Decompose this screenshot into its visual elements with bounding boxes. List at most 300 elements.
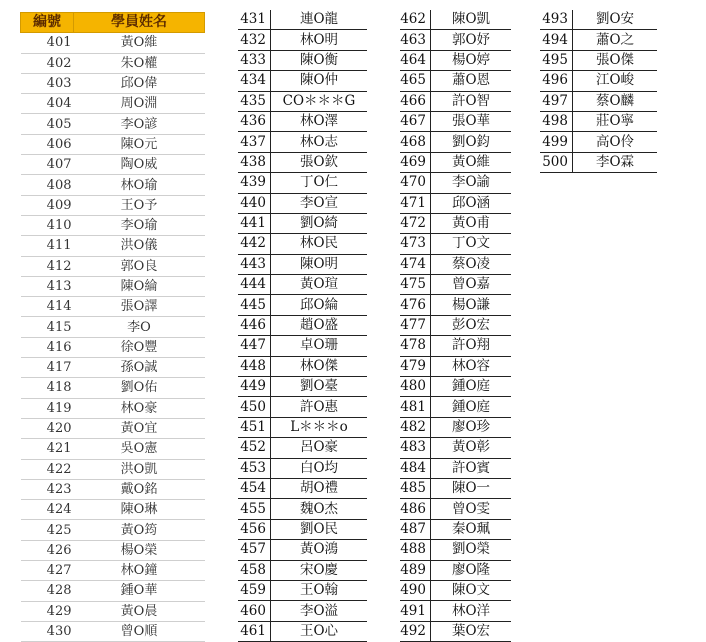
student-name: 王O予 <box>74 195 205 215</box>
table-row <box>400 560 511 580</box>
student-number: 439 <box>238 173 271 193</box>
student-number: 417 <box>21 358 74 378</box>
student-number: 460 <box>238 601 271 621</box>
table-row <box>238 132 367 152</box>
student-name: 趙O盛 <box>271 315 368 335</box>
roster-table-1 <box>20 12 205 642</box>
student-name: 蕭O恩 <box>431 71 512 91</box>
student-number: 461 <box>238 621 271 641</box>
student-number: 450 <box>238 397 271 417</box>
table-row <box>238 30 367 50</box>
table-row <box>400 173 511 193</box>
student-number: 427 <box>21 561 74 581</box>
student-name: 張O華 <box>431 111 512 131</box>
table-row <box>21 297 205 317</box>
table-row <box>400 254 511 274</box>
roster-block-3 <box>400 10 511 642</box>
student-number: 448 <box>238 356 271 376</box>
student-name: 林O鐘 <box>74 561 205 581</box>
student-name: 林O瑜 <box>74 175 205 195</box>
student-number: 464 <box>400 50 431 70</box>
table-row <box>238 336 367 356</box>
student-number: 412 <box>21 256 74 276</box>
table-row <box>400 213 511 233</box>
table-row <box>238 377 367 397</box>
table-row <box>238 519 367 539</box>
student-number: 438 <box>238 152 271 172</box>
table-row <box>400 275 511 295</box>
student-number: 408 <box>21 175 74 195</box>
student-name: 卓O珊 <box>271 336 368 356</box>
student-number: 459 <box>238 580 271 600</box>
student-number: 409 <box>21 195 74 215</box>
table-row <box>540 50 657 70</box>
student-name: 洪O凱 <box>74 459 205 479</box>
table-row <box>238 193 367 213</box>
table-row <box>21 398 205 418</box>
student-name: 丁O文 <box>431 234 512 254</box>
table-row <box>238 356 367 376</box>
table-row <box>400 336 511 356</box>
student-number: 419 <box>21 398 74 418</box>
student-name: 王O翰 <box>271 580 368 600</box>
table-row <box>400 478 511 498</box>
roster-table-4 <box>540 10 657 173</box>
student-number: 467 <box>400 111 431 131</box>
student-name: 張O譯 <box>74 297 205 317</box>
table-row <box>21 53 205 73</box>
table-row <box>540 111 657 131</box>
table-row <box>21 378 205 398</box>
student-number: 489 <box>400 560 431 580</box>
student-name: 陳O琳 <box>74 500 205 520</box>
student-number: 453 <box>238 458 271 478</box>
student-number: 420 <box>21 418 74 438</box>
roster-table-3 <box>400 10 511 642</box>
student-number: 443 <box>238 254 271 274</box>
student-name: 周O淵 <box>74 94 205 114</box>
student-number: 466 <box>400 91 431 111</box>
table-row <box>21 439 205 459</box>
student-number: 452 <box>238 438 271 458</box>
table-row <box>21 155 205 175</box>
student-number: 421 <box>21 439 74 459</box>
student-name: 許O翔 <box>431 336 512 356</box>
student-name: 林O容 <box>431 356 512 376</box>
student-name: 陳O凱 <box>431 10 512 30</box>
student-name: 陳O明 <box>271 254 368 274</box>
student-name: 白O均 <box>271 458 368 478</box>
student-name: 林O傑 <box>271 356 368 376</box>
student-number: 468 <box>400 132 431 152</box>
student-name: 林O豪 <box>74 398 205 418</box>
student-name: 郭O妤 <box>431 30 512 50</box>
student-number: 490 <box>400 580 431 600</box>
student-name: 李O諭 <box>431 173 512 193</box>
table-row <box>540 152 657 172</box>
table-row <box>21 540 205 560</box>
student-number: 431 <box>238 10 271 30</box>
student-number: 479 <box>400 356 431 376</box>
student-number: 424 <box>21 500 74 520</box>
student-name: 李O <box>74 317 205 337</box>
student-name: 曾O嘉 <box>431 275 512 295</box>
student-name: 郭O良 <box>74 256 205 276</box>
table-row <box>21 621 205 641</box>
student-number: 437 <box>238 132 271 152</box>
table-row <box>238 315 367 335</box>
student-number: 433 <box>238 50 271 70</box>
student-name: 宋O慶 <box>271 560 368 580</box>
student-name: 廖O珍 <box>431 417 512 437</box>
table-row <box>540 30 657 50</box>
student-number: 442 <box>238 234 271 254</box>
student-number: 411 <box>21 236 74 256</box>
student-number: 402 <box>21 53 74 73</box>
student-name: 陳O綸 <box>74 276 205 296</box>
table-row <box>400 377 511 397</box>
student-number: 410 <box>21 215 74 235</box>
table-row <box>238 91 367 111</box>
student-name: 林O洋 <box>431 601 512 621</box>
student-name: 連O龍 <box>271 10 368 30</box>
student-name: 黃O宜 <box>74 418 205 438</box>
table-row <box>400 458 511 478</box>
student-name: 陳O仲 <box>271 71 368 91</box>
student-name: 蕭O之 <box>573 30 658 50</box>
table-row <box>238 254 367 274</box>
student-number: 422 <box>21 459 74 479</box>
student-name: 吳O憲 <box>74 439 205 459</box>
student-number: 425 <box>21 520 74 540</box>
student-number: 406 <box>21 134 74 154</box>
table-row <box>400 580 511 600</box>
student-number: 485 <box>400 478 431 498</box>
student-name: 朱O權 <box>74 53 205 73</box>
student-number: 494 <box>540 30 573 50</box>
student-number: 477 <box>400 315 431 335</box>
student-name: 劉O鈞 <box>431 132 512 152</box>
student-number: 495 <box>540 50 573 70</box>
student-number: 418 <box>21 378 74 398</box>
student-number: 475 <box>400 275 431 295</box>
student-number: 483 <box>400 438 431 458</box>
student-number: 465 <box>400 71 431 91</box>
student-name: 曾O順 <box>74 621 205 641</box>
table-row <box>238 499 367 519</box>
student-number: 404 <box>21 94 74 114</box>
student-number: 480 <box>400 377 431 397</box>
student-name: 胡O禮 <box>271 478 368 498</box>
table-row <box>400 111 511 131</box>
student-name: 江O峻 <box>573 71 658 91</box>
name-header: 學員姓名 <box>74 13 205 33</box>
student-number: 415 <box>21 317 74 337</box>
student-number: 451 <box>238 417 271 437</box>
student-number: 414 <box>21 297 74 317</box>
table-row <box>21 479 205 499</box>
table-row <box>238 580 367 600</box>
table-row <box>238 397 367 417</box>
student-name: 李O霖 <box>573 152 658 172</box>
student-number: 435 <box>238 91 271 111</box>
student-name: 李O宣 <box>271 193 368 213</box>
table-row <box>21 317 205 337</box>
student-name: 鍾O庭 <box>431 377 512 397</box>
student-number: 405 <box>21 114 74 134</box>
student-number: 500 <box>540 152 573 172</box>
roster-block-4 <box>540 10 657 173</box>
student-name: 楊O謙 <box>431 295 512 315</box>
table-row <box>238 438 367 458</box>
table-row <box>238 234 367 254</box>
table-row <box>400 132 511 152</box>
student-name: CO＊＊＊G <box>271 91 368 111</box>
student-name: 彭O宏 <box>431 315 512 335</box>
student-number: 469 <box>400 152 431 172</box>
table-row <box>400 234 511 254</box>
student-name: 陳O元 <box>74 134 205 154</box>
student-name: 林O民 <box>271 234 368 254</box>
table-row <box>238 621 367 641</box>
table-row <box>400 193 511 213</box>
student-number: 407 <box>21 155 74 175</box>
table-row <box>400 30 511 50</box>
student-name: 劉O綺 <box>271 213 368 233</box>
student-name: 楊O榮 <box>74 540 205 560</box>
student-name: 邱O偉 <box>74 73 205 93</box>
student-number: 499 <box>540 132 573 152</box>
table-row <box>21 459 205 479</box>
student-number: 434 <box>238 71 271 91</box>
table-row <box>400 519 511 539</box>
student-name: 林O志 <box>271 132 368 152</box>
table-row <box>21 337 205 357</box>
student-number: 462 <box>400 10 431 30</box>
student-number: 430 <box>21 621 74 641</box>
student-name: 許O惠 <box>271 397 368 417</box>
student-name: 邱O涵 <box>431 193 512 213</box>
student-number: 441 <box>238 213 271 233</box>
student-number: 457 <box>238 540 271 560</box>
student-number: 470 <box>400 173 431 193</box>
table-row <box>540 10 657 30</box>
student-number: 484 <box>400 458 431 478</box>
table-row <box>238 601 367 621</box>
student-number: 498 <box>540 111 573 131</box>
student-number: 471 <box>400 193 431 213</box>
table-row <box>21 134 205 154</box>
table-row <box>21 500 205 520</box>
student-name: 張O傑 <box>573 50 658 70</box>
student-name: 丁O仁 <box>271 173 368 193</box>
table-row <box>400 295 511 315</box>
table-row <box>400 438 511 458</box>
table-row <box>400 50 511 70</box>
student-name: 廖O隆 <box>431 560 512 580</box>
table-row <box>21 276 205 296</box>
student-number: 413 <box>21 276 74 296</box>
header-row <box>21 13 205 33</box>
table-row <box>21 601 205 621</box>
roster-table-2 <box>238 10 367 642</box>
student-name: 魏O杰 <box>271 499 368 519</box>
student-number: 447 <box>238 336 271 356</box>
student-name: 戴O銘 <box>74 479 205 499</box>
student-number: 476 <box>400 295 431 315</box>
table-row <box>400 417 511 437</box>
student-name: 劉O佑 <box>74 378 205 398</box>
student-name: 楊O婷 <box>431 50 512 70</box>
student-number: 426 <box>21 540 74 560</box>
student-number: 474 <box>400 254 431 274</box>
student-name: 高O伶 <box>573 132 658 152</box>
student-name: 劉O安 <box>573 10 658 30</box>
student-name: 黃O維 <box>431 152 512 172</box>
student-number: 497 <box>540 91 573 111</box>
student-name: 鍾O華 <box>74 581 205 601</box>
student-number: 449 <box>238 377 271 397</box>
student-number: 436 <box>238 111 271 131</box>
table-row <box>238 50 367 70</box>
table-row <box>21 114 205 134</box>
table-row <box>21 175 205 195</box>
table-row <box>400 71 511 91</box>
student-number: 458 <box>238 560 271 580</box>
student-number: 496 <box>540 71 573 91</box>
student-name: 呂O豪 <box>271 438 368 458</box>
student-name: 黃O彰 <box>431 438 512 458</box>
student-name: 黃O筠 <box>74 520 205 540</box>
table-row <box>400 540 511 560</box>
student-name: 陳O文 <box>431 580 512 600</box>
student-name: 黃O維 <box>74 33 205 53</box>
student-name: 劉O臺 <box>271 377 368 397</box>
table-row <box>540 132 657 152</box>
student-name: 黃O瑄 <box>271 275 368 295</box>
student-name: 黃O甫 <box>431 213 512 233</box>
student-name: 張O欽 <box>271 152 368 172</box>
roster-block-2 <box>238 10 367 642</box>
student-number: 463 <box>400 30 431 50</box>
student-name: 陶O威 <box>74 155 205 175</box>
student-name: 徐O豐 <box>74 337 205 357</box>
table-row <box>400 601 511 621</box>
table-row <box>400 315 511 335</box>
table-row <box>21 33 205 53</box>
student-name: 李O諺 <box>74 114 205 134</box>
roster-block-1 <box>20 12 205 642</box>
student-name: 陳O一 <box>431 478 512 498</box>
student-number: 401 <box>21 33 74 53</box>
student-name: 黃O晨 <box>74 601 205 621</box>
student-number: 445 <box>238 295 271 315</box>
student-name: 劉O榮 <box>431 540 512 560</box>
student-name: 洪O儀 <box>74 236 205 256</box>
student-name: 蔡O麟 <box>573 91 658 111</box>
student-name: 邱O綸 <box>271 295 368 315</box>
student-name: 莊O寧 <box>573 111 658 131</box>
table-row <box>540 71 657 91</box>
table-row <box>540 91 657 111</box>
student-name: 葉O宏 <box>431 621 512 641</box>
student-name: 林O明 <box>271 30 368 50</box>
table-row <box>21 215 205 235</box>
table-row <box>21 73 205 93</box>
table-row <box>400 91 511 111</box>
table-row <box>238 478 367 498</box>
student-name: 鍾O庭 <box>431 397 512 417</box>
student-number: 481 <box>400 397 431 417</box>
student-number: 472 <box>400 213 431 233</box>
table-row <box>400 499 511 519</box>
student-name: 許O賓 <box>431 458 512 478</box>
student-number: 488 <box>400 540 431 560</box>
student-number: 428 <box>21 581 74 601</box>
student-name: 陳O衡 <box>271 50 368 70</box>
student-number: 478 <box>400 336 431 356</box>
table-row <box>400 152 511 172</box>
table-row <box>400 621 511 641</box>
student-number: 454 <box>238 478 271 498</box>
table-row <box>238 295 367 315</box>
table-row <box>238 560 367 580</box>
student-number: 416 <box>21 337 74 357</box>
student-number: 456 <box>238 519 271 539</box>
student-number: 492 <box>400 621 431 641</box>
student-name: 李O溢 <box>271 601 368 621</box>
table-row <box>400 10 511 30</box>
table-row <box>21 358 205 378</box>
student-name: 李O瑜 <box>74 215 205 235</box>
table-row <box>400 397 511 417</box>
student-number: 444 <box>238 275 271 295</box>
table-row <box>238 275 367 295</box>
student-name: 秦O珮 <box>431 519 512 539</box>
table-row <box>238 213 367 233</box>
student-name: 蔡O凌 <box>431 254 512 274</box>
table-row <box>21 581 205 601</box>
student-number: 403 <box>21 73 74 93</box>
student-number: 493 <box>540 10 573 30</box>
table-row <box>21 561 205 581</box>
student-number: 455 <box>238 499 271 519</box>
table-row <box>238 71 367 91</box>
student-name: 許O智 <box>431 91 512 111</box>
table-row <box>21 520 205 540</box>
table-row <box>238 111 367 131</box>
student-number: 487 <box>400 519 431 539</box>
student-name: 曾O雯 <box>431 499 512 519</box>
student-number: 446 <box>238 315 271 335</box>
student-name: 林O澤 <box>271 111 368 131</box>
table-row <box>400 356 511 376</box>
number-header: 編號 <box>21 13 74 33</box>
table-row <box>21 94 205 114</box>
table-row <box>238 417 367 437</box>
student-number: 473 <box>400 234 431 254</box>
student-name: 黃O鴻 <box>271 540 368 560</box>
table-row <box>238 458 367 478</box>
student-number: 482 <box>400 417 431 437</box>
table-row <box>21 256 205 276</box>
student-number: 423 <box>21 479 74 499</box>
student-name: 孫O誠 <box>74 358 205 378</box>
table-row <box>238 540 367 560</box>
student-number: 432 <box>238 30 271 50</box>
table-row <box>21 236 205 256</box>
table-row <box>238 173 367 193</box>
